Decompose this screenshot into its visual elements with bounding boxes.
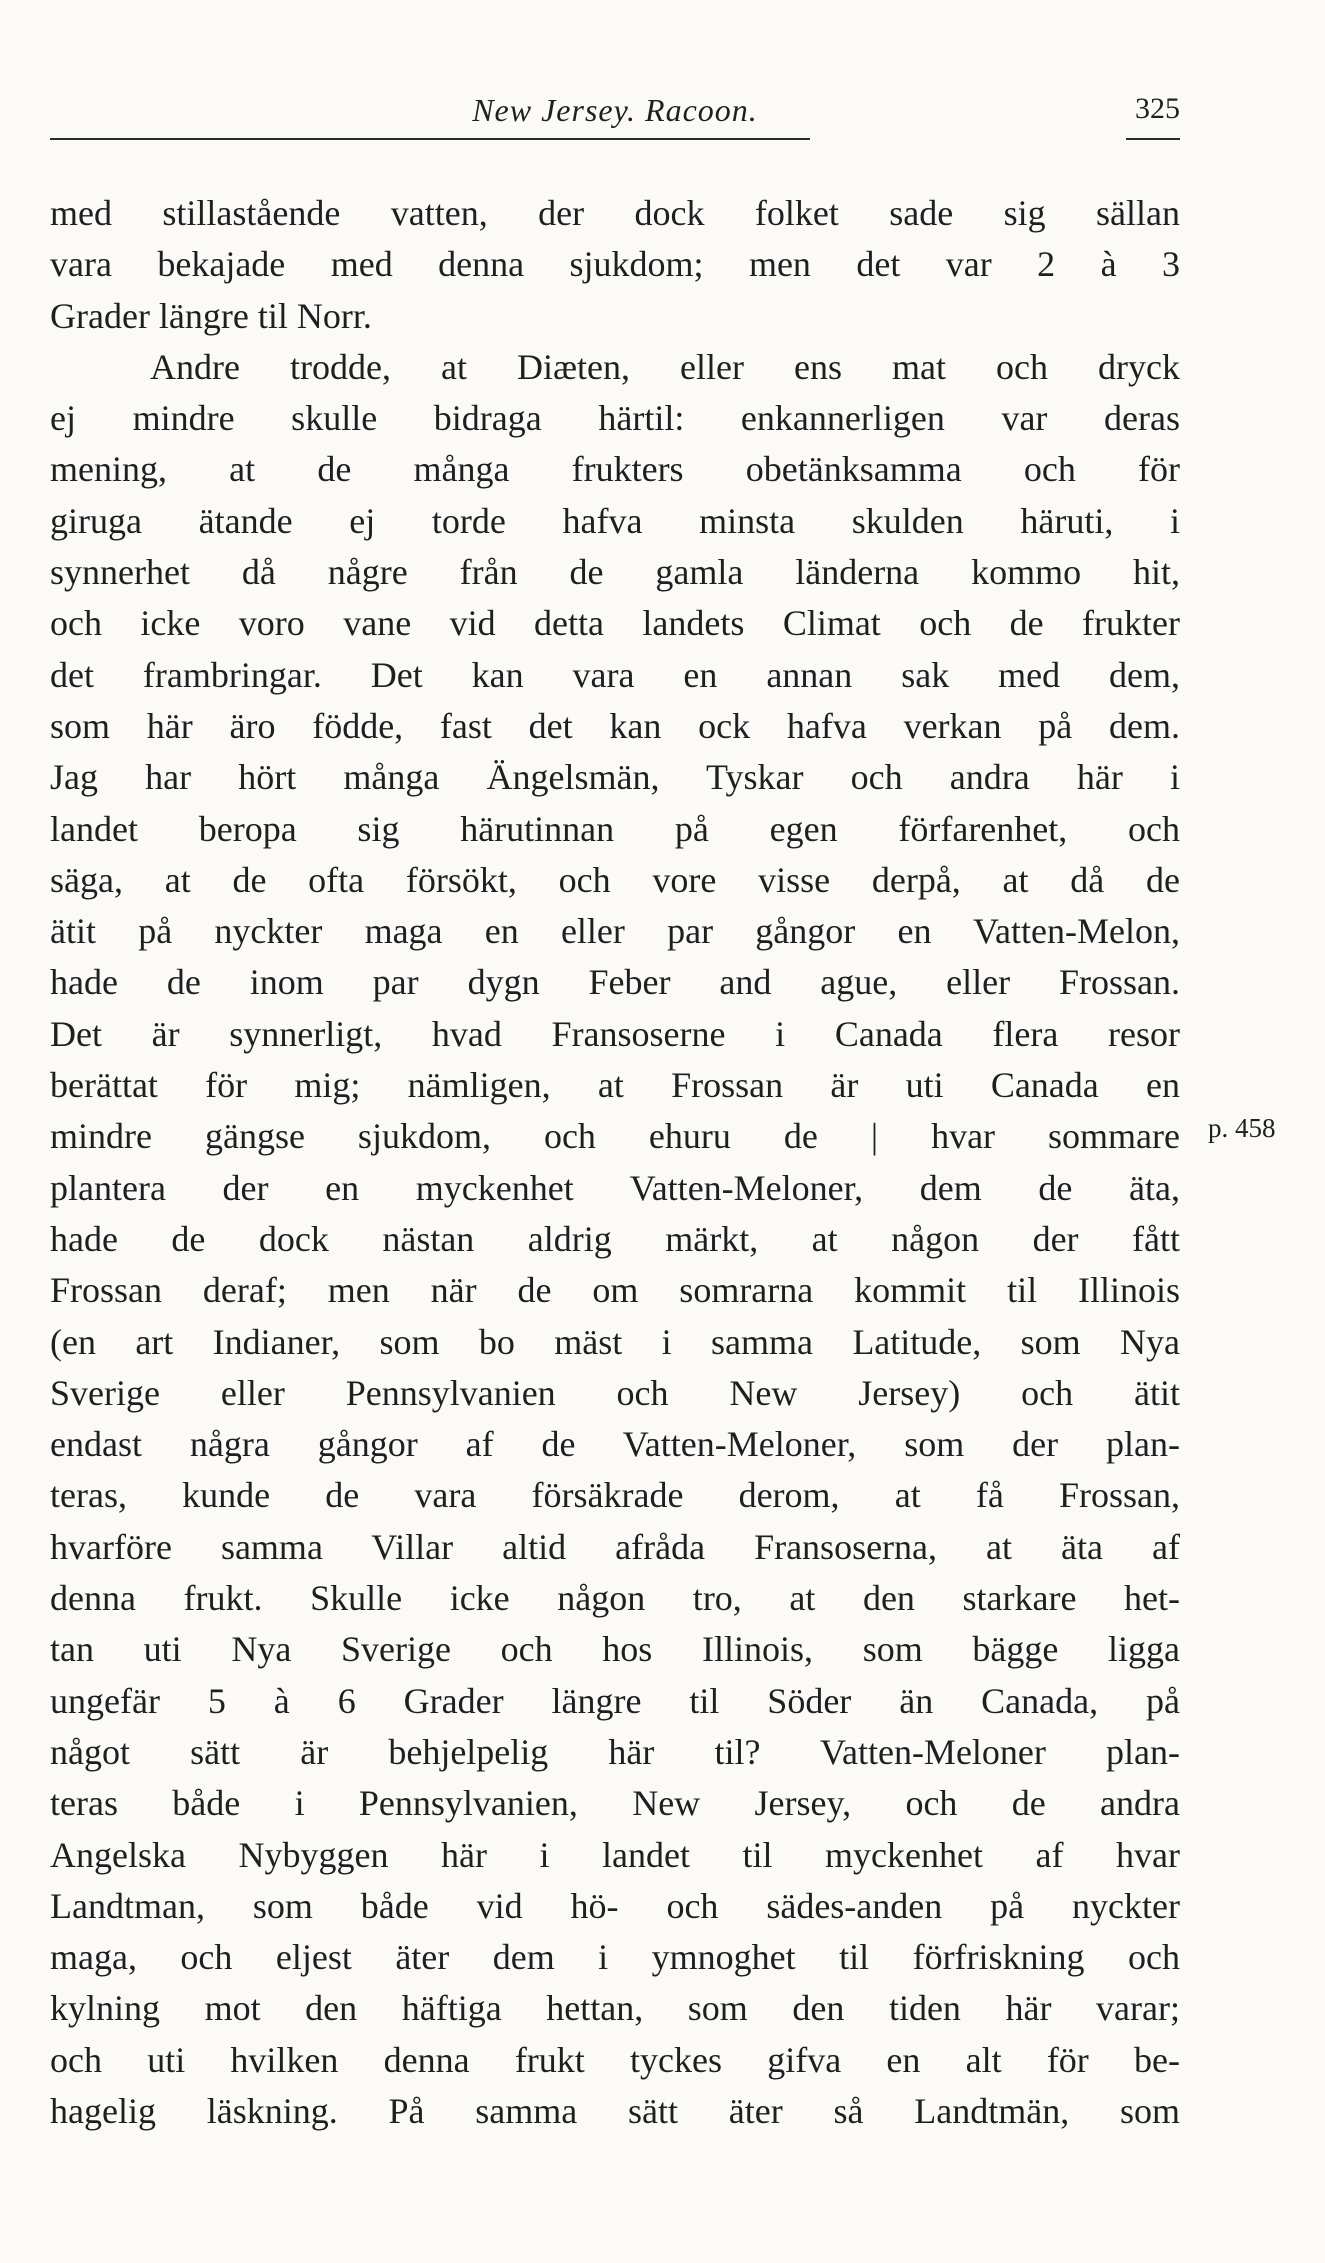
text-line: och uti hvilken denna frukt tyckes gifva en alt för be- xyxy=(50,2039,1180,2080)
text-line: Andre trodde, at Diæten, eller ens mat och dryck xyxy=(150,346,1180,387)
text-line: ätit på nyckter maga en eller par gångor en Vatten-Melon, xyxy=(50,911,1180,952)
text-line: hvarföre samma Villar altid afråda Fransoserna, at äta af xyxy=(50,1526,1180,1567)
text-line: Angelska Nybyggen här i landet til myckenhet af hvar xyxy=(50,1834,1180,1875)
text-line: teras både i Pennsylvanien, New Jersey, och de andra xyxy=(50,1783,1180,1824)
text-line: teras, kunde de vara försäkrade derom, at få Frossan, xyxy=(50,1475,1180,1516)
text-line: ungefär 5 à 6 Grader längre til Söder än Canada, på xyxy=(50,1680,1180,1721)
margin-page-reference: p. 458 xyxy=(1208,1113,1276,1143)
text-line: denna frukt. Skulle icke någon tro, at den starkare het- xyxy=(50,1578,1180,1619)
text-line: maga, och eljest äter dem i ymnoghet til förfriskning och xyxy=(50,1937,1180,1978)
text-line: något sätt är behjelpelig här til? Vatten-Meloner plan- xyxy=(50,1731,1180,1772)
text-line: plantera der en myckenhet Vatten-Meloner, dem de äta, xyxy=(50,1167,1180,1208)
page-header xyxy=(50,86,1180,146)
text-line: hagelig läskning. På samma sätt äter så Landtmän, som xyxy=(50,2090,1180,2131)
text-line: (en art Indianer, som bo mäst i samma Latitude, som Nya xyxy=(50,1321,1180,1362)
text-line: hade de dock nästan aldrig märkt, at någon der fått xyxy=(50,1218,1180,1259)
body-text xyxy=(50,188,1180,2137)
header-rule-right xyxy=(1126,138,1180,140)
header-rule-left xyxy=(50,138,810,140)
text-line: kylning mot den häftiga hettan, som den tiden här varar; xyxy=(50,1988,1180,2029)
text-line: berättat för mig; nämligen, at Frossan är uti Canada en xyxy=(50,1065,1180,1106)
text-line: endast några gångor af de Vatten-Meloner, som der plan- xyxy=(50,1424,1180,1465)
text-line: som här äro födde, fast det kan ock hafva verkan på dem. xyxy=(50,705,1180,746)
text-line: Frossan deraf; men när de om somrarna kommit til Illinois xyxy=(50,1270,1180,1311)
text-line: vara bekajade med denna sjukdom; men det var 2 à 3 xyxy=(50,244,1180,285)
text-line: Grader längre til Norr. xyxy=(50,295,372,336)
text-line: giruga ätande ej torde hafva minsta skulden häruti, i xyxy=(50,500,1180,541)
text-line: Landtman, som både vid hö- och sädes-anden på nyckter xyxy=(50,1885,1180,1926)
text-line: mening, at de många frukters obetänksamma och för xyxy=(50,449,1180,490)
text-line: tan uti Nya Sverige och hos Illinois, som bägge ligga xyxy=(50,1629,1180,1670)
text-line: Sverige eller Pennsylvanien och New Jersey) och ätit xyxy=(50,1372,1180,1413)
running-title: New Jersey. Racoon. xyxy=(472,92,758,128)
text-line: synnerhet då någre från de gamla länderna kommo hit, xyxy=(50,552,1180,593)
text-line: med stillastående vatten, der dock folket sade sig sällan xyxy=(50,193,1180,233)
text-line: och icke voro vane vid detta landets Climat och de frukter xyxy=(50,603,1180,644)
text-line: Det är synnerligt, hvad Fransoserne i Canada flera resor xyxy=(50,1013,1180,1054)
text-line: säga, at de ofta försökt, och vore visse derpå, at då de xyxy=(50,859,1180,900)
text-line: landet beropa sig härutinnan på egen förfarenhet, och xyxy=(50,808,1180,849)
text-line: mindre gängse sjukdom, och ehuru de | hvar sommare xyxy=(50,1116,1180,1157)
text-line: ej mindre skulle bidraga härtil: enkannerligen var deras xyxy=(50,398,1180,439)
text-line: det frambringar. Det kan vara en annan sak med dem, xyxy=(50,654,1180,695)
text-line: hade de inom par dygn Feber and ague, eller Frossan. xyxy=(50,962,1180,1003)
page-number: 325 xyxy=(1135,92,1180,125)
text-line: Jag har hört många Ängelsmän, Tyskar och andra här i xyxy=(50,757,1180,798)
